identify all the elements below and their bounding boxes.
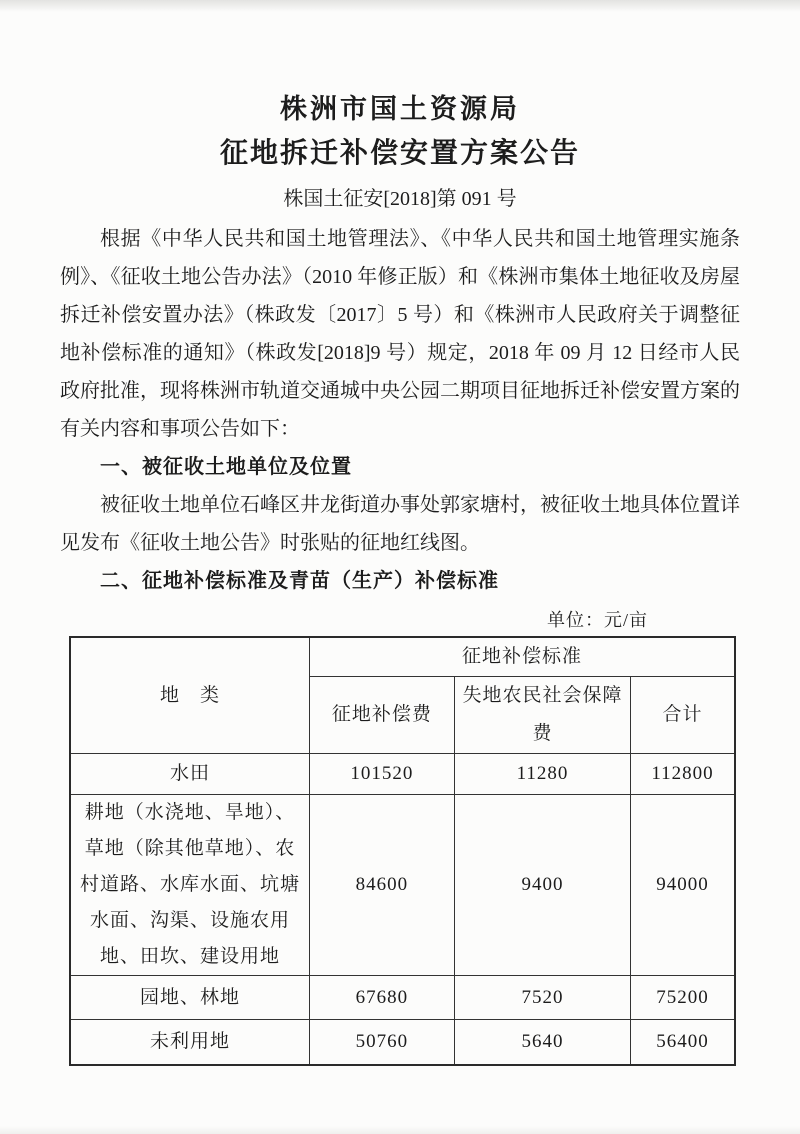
social-cell: 7520	[454, 976, 630, 1020]
table-header-social-security: 失地农民社会保障费	[454, 677, 630, 754]
land-type-cell: 水田	[70, 754, 309, 795]
social-cell: 11280	[454, 754, 630, 795]
document-header	[60, 94, 740, 211]
section2-heading: 二、征地补偿标准及青苗（生产）补偿标准	[100, 570, 499, 592]
table-header-standard-group: 征地补偿标准	[309, 637, 735, 677]
table-header-fee: 征地补偿费	[309, 677, 454, 754]
fee-cell: 67680	[309, 976, 454, 1020]
intro-paragraph: 根据《中华人民共和国土地管理法》、《中华人民共和国土地管理实施条例》、《征收土地公告办法》（2010 年修正版）和《株洲市集体土地征收及房屋拆迁补偿安置办法》（株政发〔2017〕5 号）和《株洲市人民政府关于调整征地补偿标准的通知》（株政发[2018]9 号）规定，2018 年 09 月 12 日经市人民政府批准，现将株洲市轨道交通城中央公园二期项目征地拆迁补偿安置方案的有关内容和事项公告如下：	[60, 228, 740, 440]
scan-artifact-bottom	[0, 1126, 800, 1134]
fee-cell: 50760	[309, 1020, 454, 1065]
total-cell: 56400	[631, 1020, 735, 1065]
document-body	[60, 220, 740, 1066]
issuing-authority-title: 株洲市国土资源局	[280, 94, 520, 124]
land-type-cell: 园地、林地	[70, 976, 309, 1020]
table-header-row-group	[70, 637, 735, 677]
land-type-cell: 未利用地	[70, 1020, 309, 1065]
land-type-cell: 耕地（水浇地、旱地）、草地（除其他草地）、农村道路、水库水面、坑塘水面、沟渠、设施农用地、田坎、建设用地	[70, 795, 309, 976]
document-title: 征地拆迁补偿安置方案公告	[219, 138, 580, 169]
table-unit-label: 单位：元/亩	[546, 610, 648, 630]
table-row	[70, 976, 735, 1020]
total-cell: 75200	[631, 976, 735, 1020]
table-header-land-type: 地 类	[70, 637, 309, 754]
table-row	[70, 1020, 735, 1065]
table-row	[70, 754, 735, 795]
fee-cell: 101520	[309, 754, 454, 795]
total-cell: 94000	[631, 795, 735, 976]
section1-heading: 一、被征收土地单位及位置	[100, 456, 352, 478]
table-row	[70, 795, 735, 976]
document-number: 株国土征安[2018]第 091 号	[283, 188, 517, 210]
section1-paragraph: 被征收土地单位石峰区井龙街道办事处郭家塘村，被征收土地具体位置详见发布《征收土地公告》时张贴的征地红线图。	[60, 494, 740, 554]
fee-cell: 84600	[309, 795, 454, 976]
total-cell: 112800	[631, 754, 735, 795]
social-cell: 5640	[454, 1020, 630, 1065]
table-header-total: 合计	[631, 677, 735, 754]
social-cell: 9400	[454, 795, 630, 976]
compensation-standards-table	[69, 636, 736, 1066]
